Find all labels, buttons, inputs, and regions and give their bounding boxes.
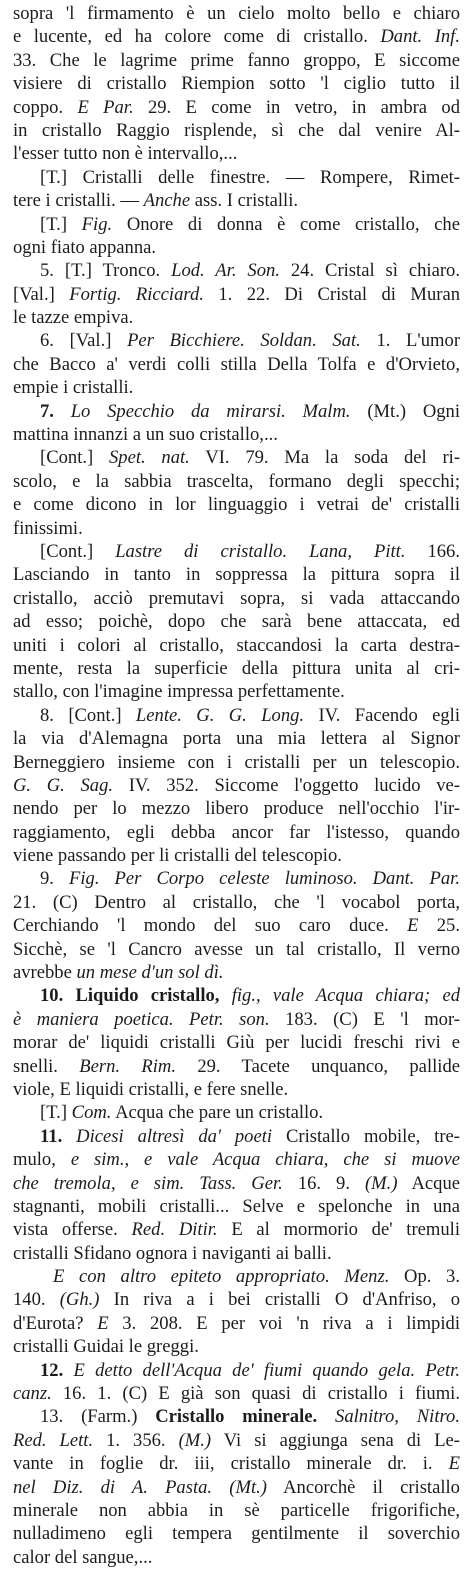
text-run: Vi si aggiunga sena di Le- <box>211 1429 460 1451</box>
text-run: minerale non abbia in sè particelle frigorifiche, <box>13 1500 460 1521</box>
text-line <box>13 1148 460 1171</box>
text-run: viole, E liquidi cristalli, e fere snelle. <box>13 1078 289 1100</box>
text-run: mente, resta la superficie della pittura unita al cri- <box>13 657 460 679</box>
text-line <box>13 1101 460 1124</box>
text-run: mattina innanzi a un suo cristallo,... <box>13 424 278 446</box>
text-run: 9. <box>40 868 70 890</box>
text-line <box>13 517 460 540</box>
text-run: canz. <box>13 1383 52 1405</box>
text-line <box>13 634 460 657</box>
text-line <box>13 400 460 423</box>
text-line <box>13 844 460 867</box>
text-run: [Val.] <box>13 283 70 305</box>
text-run: 7. <box>40 400 71 422</box>
text-run: nulladimeno egli tempera gentilmente il soverchio <box>13 1523 460 1545</box>
text-run: Dant. Inf. <box>380 26 460 48</box>
text-run: Com. <box>71 1102 112 1124</box>
text-line <box>13 1312 460 1335</box>
text-run: 6. [Val.] <box>40 330 128 352</box>
text-line <box>13 1499 460 1522</box>
text-line <box>13 493 460 516</box>
text-run: e come dicono in lor linguaggio i vetrai de' cristalli <box>13 494 460 516</box>
text-line <box>13 306 460 329</box>
text-run: coppo. <box>13 96 78 118</box>
text-run: stallo, con l'imagine impressa perfettamente. <box>13 681 345 703</box>
text-run: Per Bicchiere. Soldan. Sat. <box>127 330 361 352</box>
text-line <box>13 1405 460 1428</box>
text-line <box>13 423 460 446</box>
text-line <box>13 1008 460 1031</box>
text-run: finissimi. <box>13 517 83 539</box>
text-line <box>13 1125 460 1148</box>
text-run: ogni fiato appanna. <box>13 236 157 258</box>
text-line <box>13 797 460 820</box>
text-run: (Mt.) <box>229 1476 267 1498</box>
text-run: Bern. Rim. <box>79 1055 176 1077</box>
text-run: G. G. Sag. <box>13 774 114 796</box>
text-run: 13. (Farm.) <box>40 1406 156 1428</box>
text-line <box>13 1055 460 1078</box>
text-line <box>13 1476 460 1499</box>
text-run: empie i cristalli. <box>13 377 134 399</box>
text-line <box>13 119 460 142</box>
text-run: viene passando per li cristalli del telescopio. <box>13 845 342 867</box>
text-run: 166. <box>405 540 460 562</box>
text-run: Dicesi altresì da' poeti <box>76 1125 273 1147</box>
text-run: nendo per lo mezzo libero produce nell'occhio l'ir- <box>13 798 460 820</box>
text-run: [Cont.] <box>40 447 109 469</box>
text-run: Lo Specchio da mirarsi. Malm. <box>70 400 351 422</box>
text-line <box>13 189 460 212</box>
text-run: e lucente, ed ha colore come di cristallo. <box>13 26 381 48</box>
text-run: 3. 208. E per voi 'n riva a i limpidi <box>108 1312 460 1334</box>
text-run: d'Eurota? <box>13 1312 98 1334</box>
text-run: 16. 9. <box>282 1172 365 1194</box>
text-run: Lastre di cristallo. Lana, Pitt. <box>115 540 406 562</box>
text-run: (Mt.) Ogni <box>350 400 460 422</box>
text-line <box>13 1359 460 1382</box>
text-line <box>13 610 460 633</box>
text-line <box>13 1242 460 1265</box>
text-run: 21. (C) Dentro al cristallo, che 'l vocabol porta, <box>13 891 460 913</box>
text-run: che tremola, e sim. Tass. Ger. <box>13 1172 283 1194</box>
text-line <box>13 283 460 306</box>
text-run: vante in foglie dr. iii, cristallo minerale dr. i. <box>13 1453 449 1475</box>
text-line <box>13 1218 460 1241</box>
text-run: 1. 22. Di Cristal di Muran <box>203 283 460 305</box>
text-run: sopra 'l firmamento è un cielo molto bello e chiaro <box>13 3 460 24</box>
text-run: un mese d'un sol dì. <box>76 962 224 984</box>
text-run: IV. Facendo egli <box>304 704 460 726</box>
text-line <box>13 376 460 399</box>
text-line <box>13 680 460 703</box>
text-line <box>13 1288 460 1311</box>
text-run: uniti i colori al cristallo, staccandosi la carta destra- <box>13 634 460 656</box>
text-line <box>13 236 460 259</box>
text-line <box>13 961 460 984</box>
text-run: cristallo, acciò premutavi sopra, si vada attaccando <box>13 587 460 609</box>
text-line <box>13 938 460 961</box>
text-line <box>13 96 460 119</box>
text-run: 33. <box>13 49 50 71</box>
text-run: Acque <box>397 1172 460 1194</box>
text-run: E <box>448 1453 460 1475</box>
text-run: Che le lagrime prime fanno groppo, E siccome <box>49 49 460 71</box>
text-run: Fig. <box>81 213 113 235</box>
text-run: 140. <box>13 1289 60 1311</box>
text-run: Fortig. Ricciard. <box>69 283 204 305</box>
text-line <box>13 353 460 376</box>
text-run: 1. L'umor <box>360 330 460 352</box>
text-run: [T.] Cristalli delle finestre. — Rompere, Rimet- <box>40 166 460 188</box>
text-line <box>13 1078 460 1101</box>
text-line <box>13 1265 460 1288</box>
text-line <box>13 727 460 750</box>
text-run: [T.] <box>40 213 82 235</box>
text-line <box>13 72 460 95</box>
text-line <box>13 891 460 914</box>
text-run: E <box>407 915 419 937</box>
text-run: cristalli Sfidano ognora i naviganti ai balli. <box>13 1242 332 1264</box>
text-line <box>13 329 460 352</box>
text-line <box>13 25 460 48</box>
text-run: 25. <box>418 915 460 937</box>
text-run: Onore di donna è come cristallo, che <box>112 213 460 235</box>
text-line <box>13 1546 460 1569</box>
text-run <box>212 1477 229 1498</box>
text-line <box>13 1031 460 1054</box>
text-run: Lod. Ar. Son. <box>171 260 280 282</box>
text-run: 5. [T.] Tronco. <box>40 260 172 282</box>
text-run: e sim., e vale Acqua chiara, che si muove <box>70 1149 460 1171</box>
text-run: Anche <box>143 190 191 212</box>
text-run: Fig. Per Corpo celeste luminoso. Dant. Par. <box>69 868 460 890</box>
text-run: (Gh.) <box>59 1289 100 1311</box>
text-run: Op. 3. <box>389 1266 460 1288</box>
text-line <box>13 1382 460 1405</box>
text-run: le tazze empiva. <box>13 307 134 329</box>
text-run: snelli. <box>13 1055 80 1077</box>
text-run: [Cont.] <box>40 540 116 562</box>
text-line <box>13 984 460 1007</box>
text-run: 1. 356. <box>93 1429 179 1451</box>
text-line <box>13 914 460 937</box>
text-line <box>13 821 460 844</box>
text-line <box>13 1172 460 1195</box>
text-run: in cristallo Raggio risplende, sì che dal venire Al- <box>13 119 460 141</box>
text-line <box>13 470 460 493</box>
text-line <box>13 774 460 797</box>
text-run: vista offerse. <box>13 1219 132 1241</box>
text-line <box>13 259 460 282</box>
text-run: fig., vale Acqua chiara; ed <box>219 985 460 1007</box>
text-run: Ancorchè il cristallo <box>266 1476 460 1498</box>
text-run: Red. Lett. <box>13 1429 94 1451</box>
text-run: Spet. nat. <box>108 447 190 469</box>
text-run: Sicchè, se 'l Cancro avesse un tal cristallo, Il verno <box>13 938 460 960</box>
text-run: raggiamento, egli debba ancor far l'istesso, quando <box>13 821 460 843</box>
text-run: E al mormorio de' tremuli <box>217 1219 460 1241</box>
text-run: Cristallo minerale. <box>155 1406 318 1428</box>
text-run: Cerchiando 'l mondo del suo caro duce. <box>13 915 408 937</box>
text-run: Cristallo mobile, tre- <box>272 1125 460 1147</box>
text-run: 24. Cristal sì chiaro. <box>279 260 460 282</box>
text-run: Lasciando in tanto in soppressa la pittura sopra il <box>13 564 460 586</box>
text-run: (M.) <box>178 1429 212 1451</box>
text-line <box>13 657 460 680</box>
text-line <box>13 49 460 72</box>
text-run: la via d'Alemagna porta una mia lettera al Signor <box>13 728 460 750</box>
text-run: ass. I cristalli. <box>190 190 299 212</box>
text-run: scolo, e la sabbia trascelta, formano degli specchi; <box>13 470 460 492</box>
text-line <box>13 166 460 189</box>
text-run: stagnanti, mobili cristalli... Selve e spelonche in una <box>13 1195 460 1217</box>
text-run: 16. 1. (C) E già son quasi di cristallo i fiumi. <box>51 1383 460 1405</box>
text-run: 11. <box>40 1125 77 1147</box>
text-line <box>13 1522 460 1545</box>
text-run: ad esso; poichè, dopo che sarà bene attaccata, ed <box>13 611 460 633</box>
text-line <box>13 587 460 610</box>
text-run: In riva a i bei cristalli O d'Anfriso, o <box>99 1289 460 1311</box>
text-run: 29. E come in vetro, in ambra od <box>133 96 460 118</box>
text-run: E Par. <box>77 96 134 118</box>
text-run: E <box>97 1312 109 1334</box>
text-run: Lente. G. G. Long. <box>135 704 305 726</box>
text-run: 183. (C) E 'l mor- <box>269 1008 460 1030</box>
text-run: l'esser tutto non è intervallo,... <box>13 143 238 165</box>
text-line <box>13 142 460 165</box>
text-line <box>13 446 460 469</box>
text-run: tere i cristalli. — <box>13 190 144 212</box>
text-run: è maniera poetica. Petr. son. <box>13 1008 270 1030</box>
text-run: visiere di cristallo Riempion sotto 'l ciglio tutto il <box>13 73 460 95</box>
text-line <box>13 213 460 236</box>
text-run: nel Diz. di A. Pasta. <box>13 1476 213 1498</box>
text-line <box>13 2 460 25</box>
text-run: Salnitro, Nitro. <box>317 1406 460 1428</box>
text-run: E con altro epiteto appropriato. Menz. <box>53 1266 390 1288</box>
text-line <box>13 563 460 586</box>
text-line <box>13 1429 460 1452</box>
text-run: (M.) <box>364 1172 398 1194</box>
text-run: calor del sangue,... <box>13 1546 153 1568</box>
text-line <box>13 540 460 563</box>
text-run: 29. Tacete unquanco, pallide <box>176 1055 460 1077</box>
text-line <box>13 1452 460 1475</box>
text-run: E detto dell'Acqua de' fiumi quando gela. Petr. <box>73 1359 460 1381</box>
text-run: cristalli Guidai le greggi. <box>13 1336 199 1358</box>
text-run: Red. Ditir. <box>131 1219 218 1241</box>
text-run: mulo, <box>13 1149 71 1171</box>
text-line <box>13 751 460 774</box>
text-run: morar de' liquidi cristalli Giù per lucidi freschi rivi e <box>13 1032 460 1054</box>
text-run: [T.] <box>40 1102 72 1124</box>
text-run: IV. 352. Siccome l'oggetto lucido ve- <box>113 774 460 796</box>
text-line <box>13 1195 460 1218</box>
text-run: Berneggiero insieme con i cristalli per un telescopio. <box>13 751 460 773</box>
text-run: che Bacco a' verdi colli stilla Della Tolfa e d'Orvieto, <box>13 353 460 375</box>
text-run: VI. 79. Ma la soda del ri- <box>189 447 460 469</box>
text-line <box>13 1335 460 1358</box>
text-run: Acqua che pare un cristallo. <box>111 1102 324 1124</box>
text-run: avrebbe <box>13 962 77 984</box>
text-line <box>13 704 460 727</box>
text-run: 12. <box>40 1359 74 1381</box>
text-run: 8. [Cont.] <box>40 704 136 726</box>
text-run: 10. Liquido cristallo, <box>40 985 220 1007</box>
text-line <box>13 867 460 890</box>
